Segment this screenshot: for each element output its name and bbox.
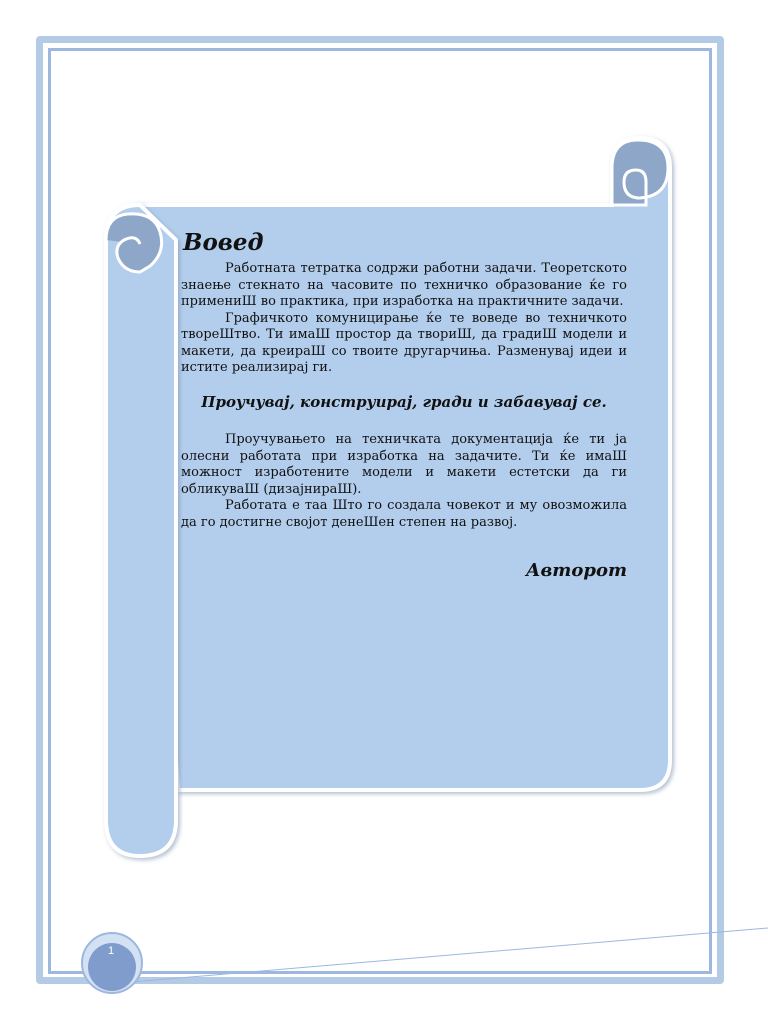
paragraph: Графичкото комуницирање ќе те воведе во техничкото твореШтво. Ти имаШ простор да твориШ, да градиШ модели и макети, да креираШ со твоите другарчиња. Разменувај идеи и истите реализирај ги.	[181, 310, 627, 375]
signature: Авторот	[525, 560, 627, 581]
paragraph: Работата е таа Што го создала човекот и му овозможила да го достигне својот денеШен степен на развој.	[181, 498, 627, 530]
footer-rule	[132, 928, 768, 982]
page-number: 1	[107, 945, 115, 957]
heading: Вовед	[183, 229, 264, 256]
paragraph: Проучувањето на техничката документација ќе ти ја олесни работата при изработка на задачите. Ти ќе имаШ можност изработените модели и макети естетски да ги обликуваШ (дизајнираШ).	[181, 432, 627, 497]
scroll-roll-left	[106, 205, 176, 856]
paragraph: Работната тетратка содржи работни задачи. Теоретското знаење стекнато на часовите по техничко образование ќе го примениШ во практика, при изработка на практичните задачи.	[181, 261, 627, 309]
motto: Проучувај, конструирај, гради и забавувај се.	[201, 392, 607, 411]
intro-content	[181, 230, 627, 580]
